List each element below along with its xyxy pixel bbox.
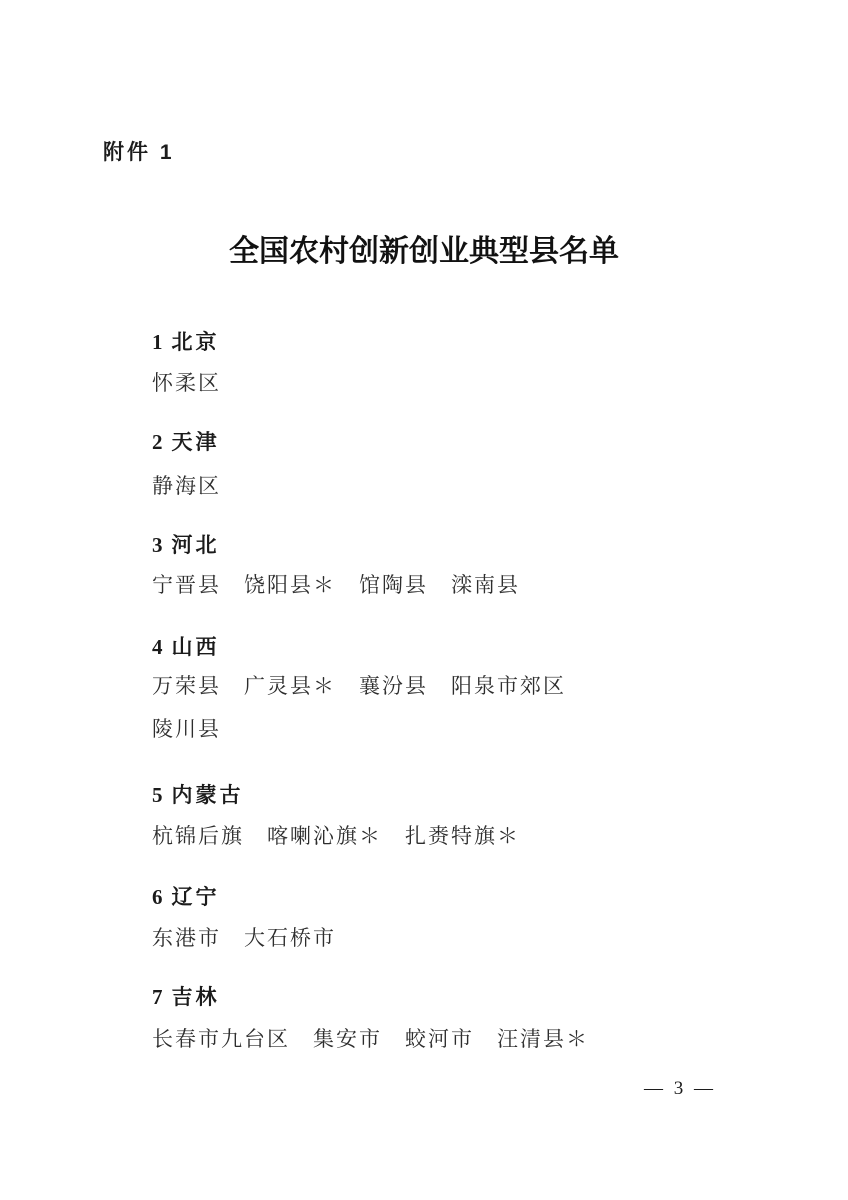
section-header-4	[152, 635, 220, 660]
attachment-label: 附件 1	[103, 141, 175, 164]
section-number: 2	[152, 430, 163, 454]
county-line: 长春市九台区 集安市 蛟河市 汪清县＊	[152, 1027, 589, 1051]
county-line: 陵川县	[152, 717, 221, 741]
section-number: 3	[152, 533, 163, 557]
section-number: 6	[152, 885, 163, 909]
province-name: 天津	[171, 431, 220, 454]
province-name: 内蒙古	[171, 784, 244, 807]
county-line: 万荣县 广灵县＊ 襄汾县 阳泉市郊区	[152, 674, 566, 698]
province-name: 吉林	[171, 986, 220, 1009]
section-number: 4	[152, 635, 163, 659]
page-number: — 3 —	[644, 1078, 714, 1099]
section-number: 5	[152, 783, 163, 807]
section-header-2	[152, 430, 220, 455]
province-name: 河北	[171, 534, 220, 557]
section-header-1	[152, 330, 220, 355]
section-header-5	[152, 783, 244, 808]
county-line: 东港市 大石桥市	[152, 926, 336, 950]
county-line: 怀柔区	[152, 371, 221, 395]
document-title: 全国农村创新创业典型县名单	[229, 235, 619, 268]
province-name: 北京	[171, 331, 220, 354]
county-line: 杭锦后旗 喀喇沁旗＊ 扎赉特旗＊	[152, 824, 520, 848]
section-number: 1	[152, 330, 163, 354]
province-name: 山西	[171, 636, 220, 659]
county-line: 宁晋县 饶阳县＊ 馆陶县 滦南县	[152, 573, 520, 597]
section-header-3	[152, 533, 220, 558]
province-name: 辽宁	[171, 886, 220, 909]
section-number: 7	[152, 985, 163, 1009]
county-line: 静海区	[152, 474, 221, 498]
section-header-7	[152, 985, 220, 1010]
section-header-6	[152, 885, 220, 910]
